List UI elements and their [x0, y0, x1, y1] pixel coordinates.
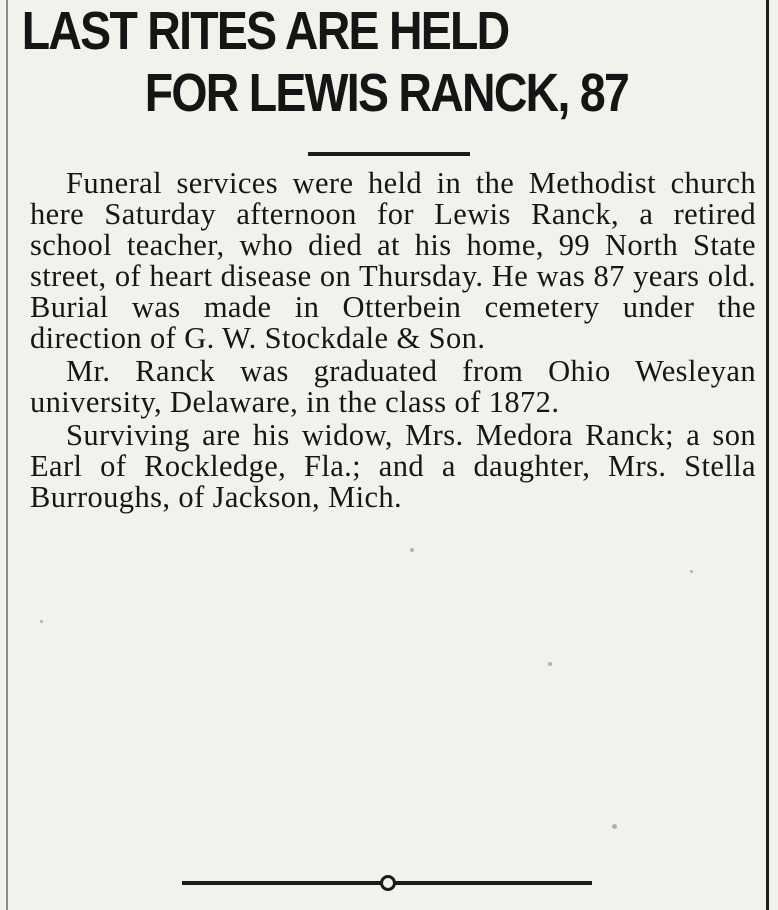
print-speck: [612, 824, 617, 829]
paragraph-education: Mr. Ranck was graduated from Ohio Wesleyan university, Delaware, in the class of 1872.: [30, 354, 756, 419]
print-speck: [548, 662, 552, 666]
circle-ornament-icon: [380, 875, 396, 891]
print-speck: [410, 548, 414, 552]
paragraph-funeral: Funeral services were held in the Methodist church here Saturday afternoon for Lewis Ranck, a retired school teacher, who died at his home, 99 North State street, of heart disease on Thursday. He was 87 years old. Burial was made in Otterbein cemetery under the direction of G. W. Stockdale & Son.: [30, 166, 756, 355]
headline-line-1: LAST RITES ARE HELD: [21, 1, 509, 61]
right-column-rule: [766, 0, 769, 910]
headline-divider: [308, 152, 470, 156]
paragraph-survivors: Surviving are his widow, Mrs. Medora Ranck; a son Earl of Rockledge, Fla.; and a daughter, Mrs. Stella Burroughs, of Jackson, Mich.: [30, 418, 756, 514]
headline: [20, 0, 656, 124]
print-speck: [690, 570, 693, 573]
print-speck: [40, 620, 43, 623]
left-column-rule: [6, 0, 8, 910]
article-body: [30, 168, 756, 513]
headline-line-2: FOR LEWIS RANCK, 87: [144, 63, 629, 123]
